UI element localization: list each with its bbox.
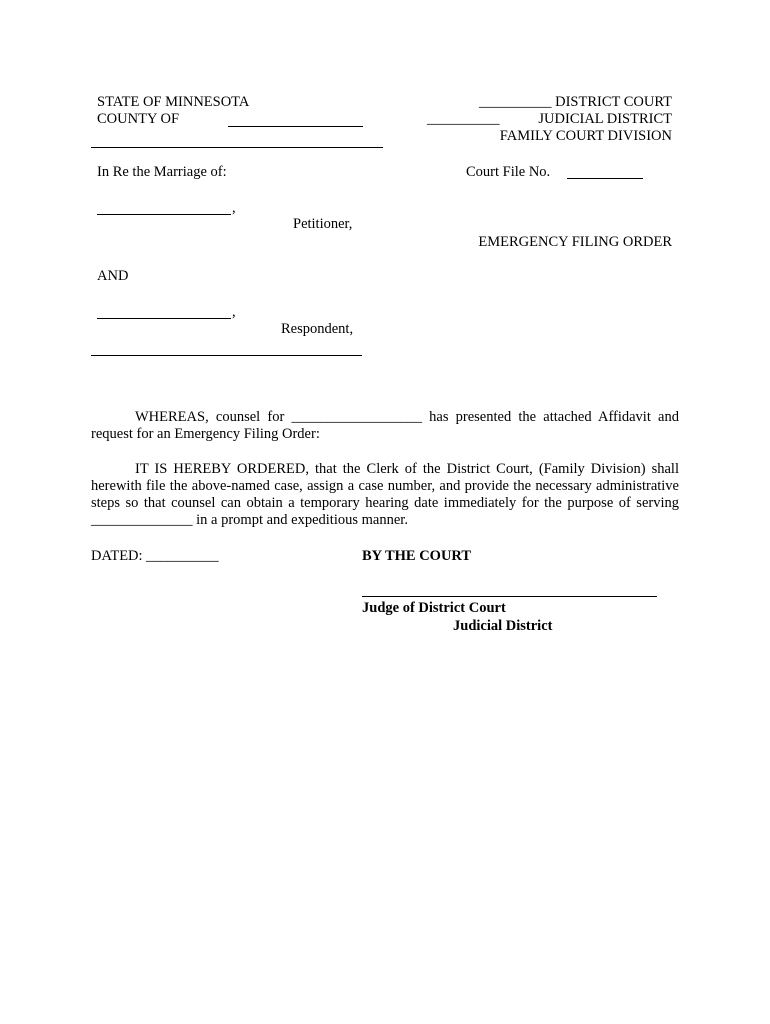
petitioner-name-line — [97, 214, 231, 215]
caption-divider-bottom — [91, 355, 362, 356]
respondent-comma: , — [232, 304, 236, 320]
in-re-marriage: In Re the Marriage of: — [97, 164, 227, 180]
petitioner-comma: , — [232, 200, 236, 216]
judge-title: Judge of District Court — [362, 600, 506, 616]
court-file-label: Court File No. — [466, 164, 551, 180]
and-label: AND — [97, 268, 129, 284]
judicial-district-label: Judicial District — [453, 618, 553, 634]
judge-signature-line — [362, 596, 657, 597]
court-line-judicial: JUDICIAL DISTRICT — [538, 111, 672, 127]
court-line-district: __________ DISTRICT COURT — [478, 94, 672, 110]
court-line-family: FAMILY COURT DIVISION — [499, 128, 672, 144]
caption-divider-top — [91, 147, 383, 148]
county-blank-line — [228, 126, 363, 127]
order-paragraph: IT IS HEREBY ORDERED, that the Clerk of the District Court, (Family Division) shall herewith file the above-named case, assign a case number, and provide the necessary administrative steps so that counsel can obtain a temporary hearing date immediately for the purpose of serving ______________ in a prompt and expeditious manner. — [91, 461, 679, 528]
respondent-name-line — [97, 318, 231, 319]
state-name: STATE OF MINNESOTA — [97, 94, 250, 110]
petitioner-label: Petitioner, — [293, 216, 353, 232]
dated-line: DATED: __________ — [91, 548, 219, 564]
county-label: COUNTY OF — [97, 111, 180, 127]
judicial-district-blank: __________ — [427, 111, 500, 127]
document-title: EMERGENCY FILING ORDER — [478, 234, 672, 250]
court-file-blank-line — [567, 178, 643, 179]
whereas-paragraph: WHEREAS, counsel for __________________ has presented the attached Affidavit and request for an Emergency Filing Order: — [91, 409, 679, 442]
respondent-label: Respondent, — [281, 321, 354, 337]
by-the-court: BY THE COURT — [362, 548, 472, 564]
